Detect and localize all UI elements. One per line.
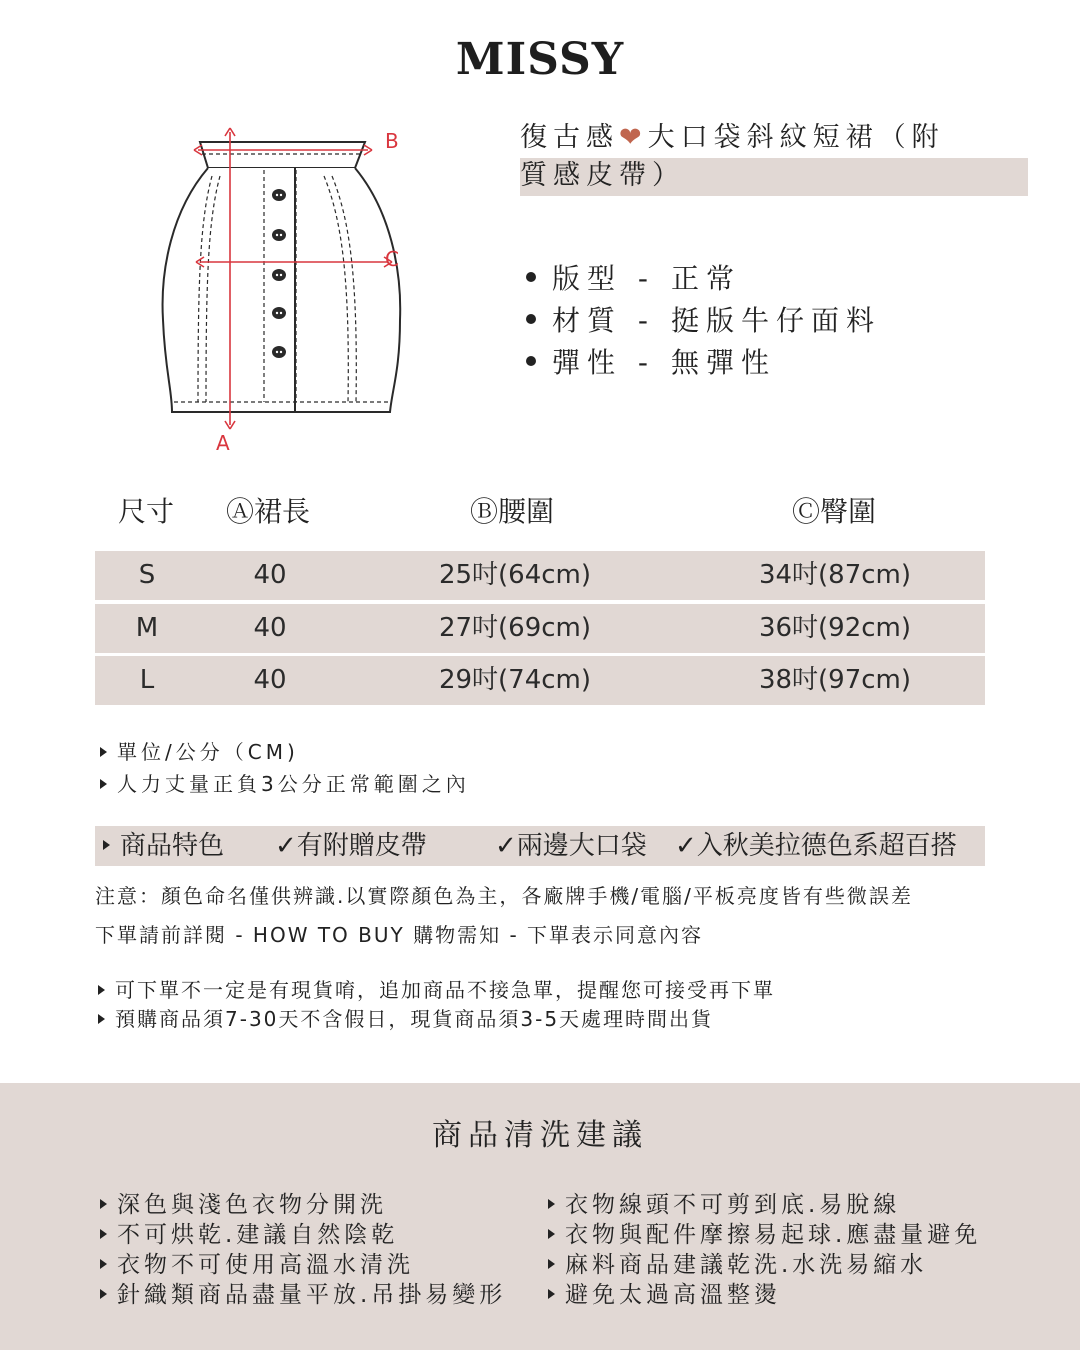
notice-line-2: 下單請前詳閱 - HOW TO BUY 購物需知 - 下單表示同意內容: [95, 923, 704, 947]
table-row: M 40 27吋(69cm) 36吋(92cm): [95, 604, 985, 653]
header-waist: Ⓑ腰圍: [470, 495, 555, 528]
header-length: Ⓐ裙長: [226, 495, 311, 528]
title-line-1: 復古感❤大口袋斜紋短裙（附: [520, 122, 945, 153]
list-item: 衣物不可使用高溫水清洗: [100, 1250, 506, 1280]
list-item: 衣物與配件摩擦易起球.應盡量避免: [548, 1220, 981, 1250]
title-line-2: 質感皮帶）: [520, 158, 1028, 196]
feature-color: ✓入秋美拉德色系超百搭: [675, 831, 957, 861]
skirt-diagram: [150, 120, 450, 460]
table-row: L 40 29吋(74cm) 38吋(97cm): [95, 656, 985, 705]
header-size: 尺寸: [118, 495, 175, 528]
property-elasticity: 彈性 - 無彈性: [526, 342, 881, 384]
order-note-2: 預購商品須7-30天不含假日，現貨商品須3-5天處理時間出貨: [98, 1003, 713, 1032]
label-a: A: [216, 431, 230, 455]
feature-belt: ✓有附贈皮帶: [275, 831, 427, 861]
note-unit: 單位/公分（CM): [100, 736, 299, 765]
header-hip: Ⓒ臀圍: [792, 495, 877, 528]
property-fit: 版型 - 正常: [526, 258, 881, 300]
product-properties: [526, 258, 881, 384]
features-label: 商品特色: [103, 826, 224, 866]
label-c: C: [385, 247, 399, 271]
product-title: [520, 120, 1028, 196]
list-item: 避免太過高溫整燙: [548, 1280, 981, 1310]
list-item: 針織類商品盡量平放.吊掛易變形: [100, 1280, 506, 1310]
care-list-right: [548, 1190, 981, 1310]
label-b: B: [385, 129, 399, 153]
care-list-left: [100, 1190, 506, 1310]
feature-pockets: ✓兩邊大口袋: [495, 831, 647, 861]
heart-icon: ❤: [619, 122, 648, 153]
list-item: 衣物線頭不可剪到底.易脫線: [548, 1190, 981, 1220]
list-item: 深色與淺色衣物分開洗: [100, 1190, 506, 1220]
table-row: S 40 25吋(64cm) 34吋(87cm): [95, 551, 985, 600]
list-item: 麻料商品建議乾洗.水洗易縮水: [548, 1250, 981, 1280]
property-material: 材質 - 挺版牛仔面料: [526, 300, 881, 342]
list-item: 不可烘乾.建議自然陰乾: [100, 1220, 506, 1250]
brand-logo: MISSY: [455, 34, 625, 85]
features-bar: [95, 826, 985, 866]
note-tolerance: 人力丈量正負3公分正常範圍之內: [100, 768, 470, 797]
notice-line-1: 注意：顏色命名僅供辨識.以實際顏色為主，各廠牌手機/電腦/平板亮度皆有些微誤差: [95, 884, 913, 908]
order-note-1: 可下單不一定是有現貨唷，追加商品不接急單，提醒您可接受再下單: [98, 974, 775, 1003]
care-title: 商品清洗建議: [432, 1118, 648, 1153]
